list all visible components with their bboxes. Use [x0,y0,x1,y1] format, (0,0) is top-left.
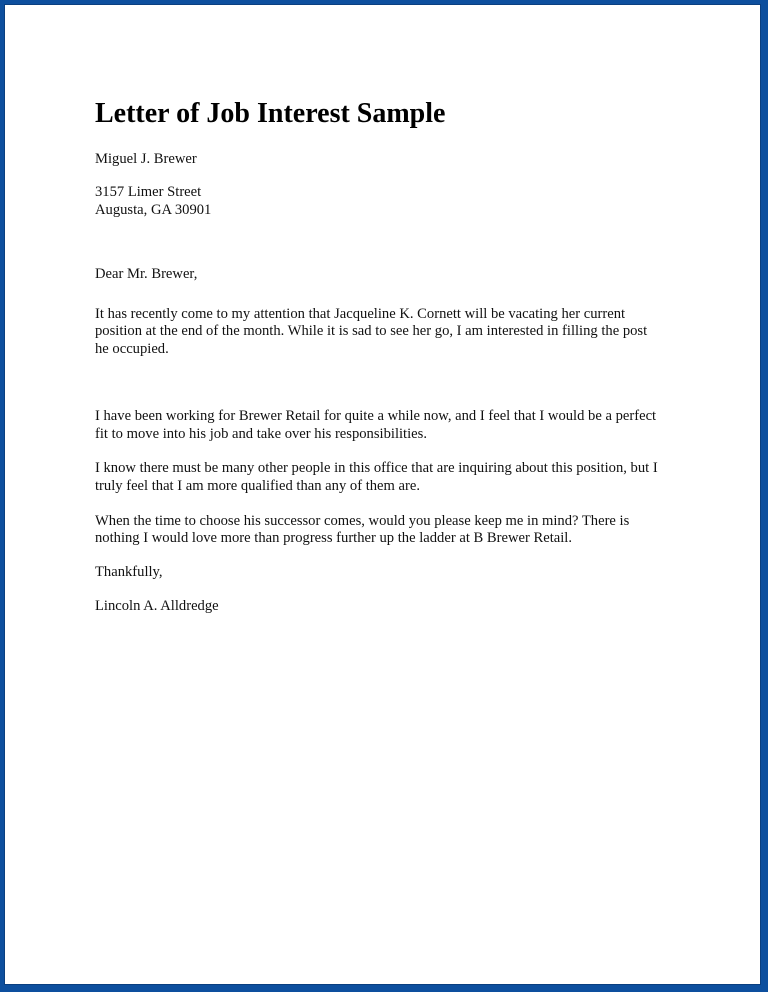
address-line-2: Augusta, GA 30901 [95,202,212,218]
paragraph-line: position at the end of the month. While it is sad to see her go, I am interested in filling the post [95,323,648,339]
paragraph-line: he occupied. [95,341,169,357]
paragraph-line: nothing I would love more than progress further up the ladder at B Brewer Retail. [95,530,573,546]
letter-page [4,4,761,985]
salutation: Dear Mr. Brewer, [95,266,198,282]
address-line-1: 3157 Limer Street [95,184,202,200]
document-title: Letter of Job Interest Sample [95,98,446,129]
paragraph-line: I know there must be many other people in this office that are inquiring about this position, but I [95,460,658,476]
paragraph-line: truly feel that I am more qualified than any of them are. [95,478,420,494]
paragraph-line: I have been working for Brewer Retail for quite a while now, and I feel that I would be a perfect [95,408,657,424]
paragraph-line: When the time to choose his successor comes, would you please keep me in mind? There is [95,513,630,529]
paragraph-line: fit to move into his job and take over his responsibilities. [95,426,427,442]
closing: Thankfully, [95,564,163,580]
sender-name: Miguel J. Brewer [95,151,197,167]
signature: Lincoln A. Alldredge [95,598,219,614]
paragraph-line: It has recently come to my attention that Jacqueline K. Cornett will be vacating her current [95,306,626,322]
